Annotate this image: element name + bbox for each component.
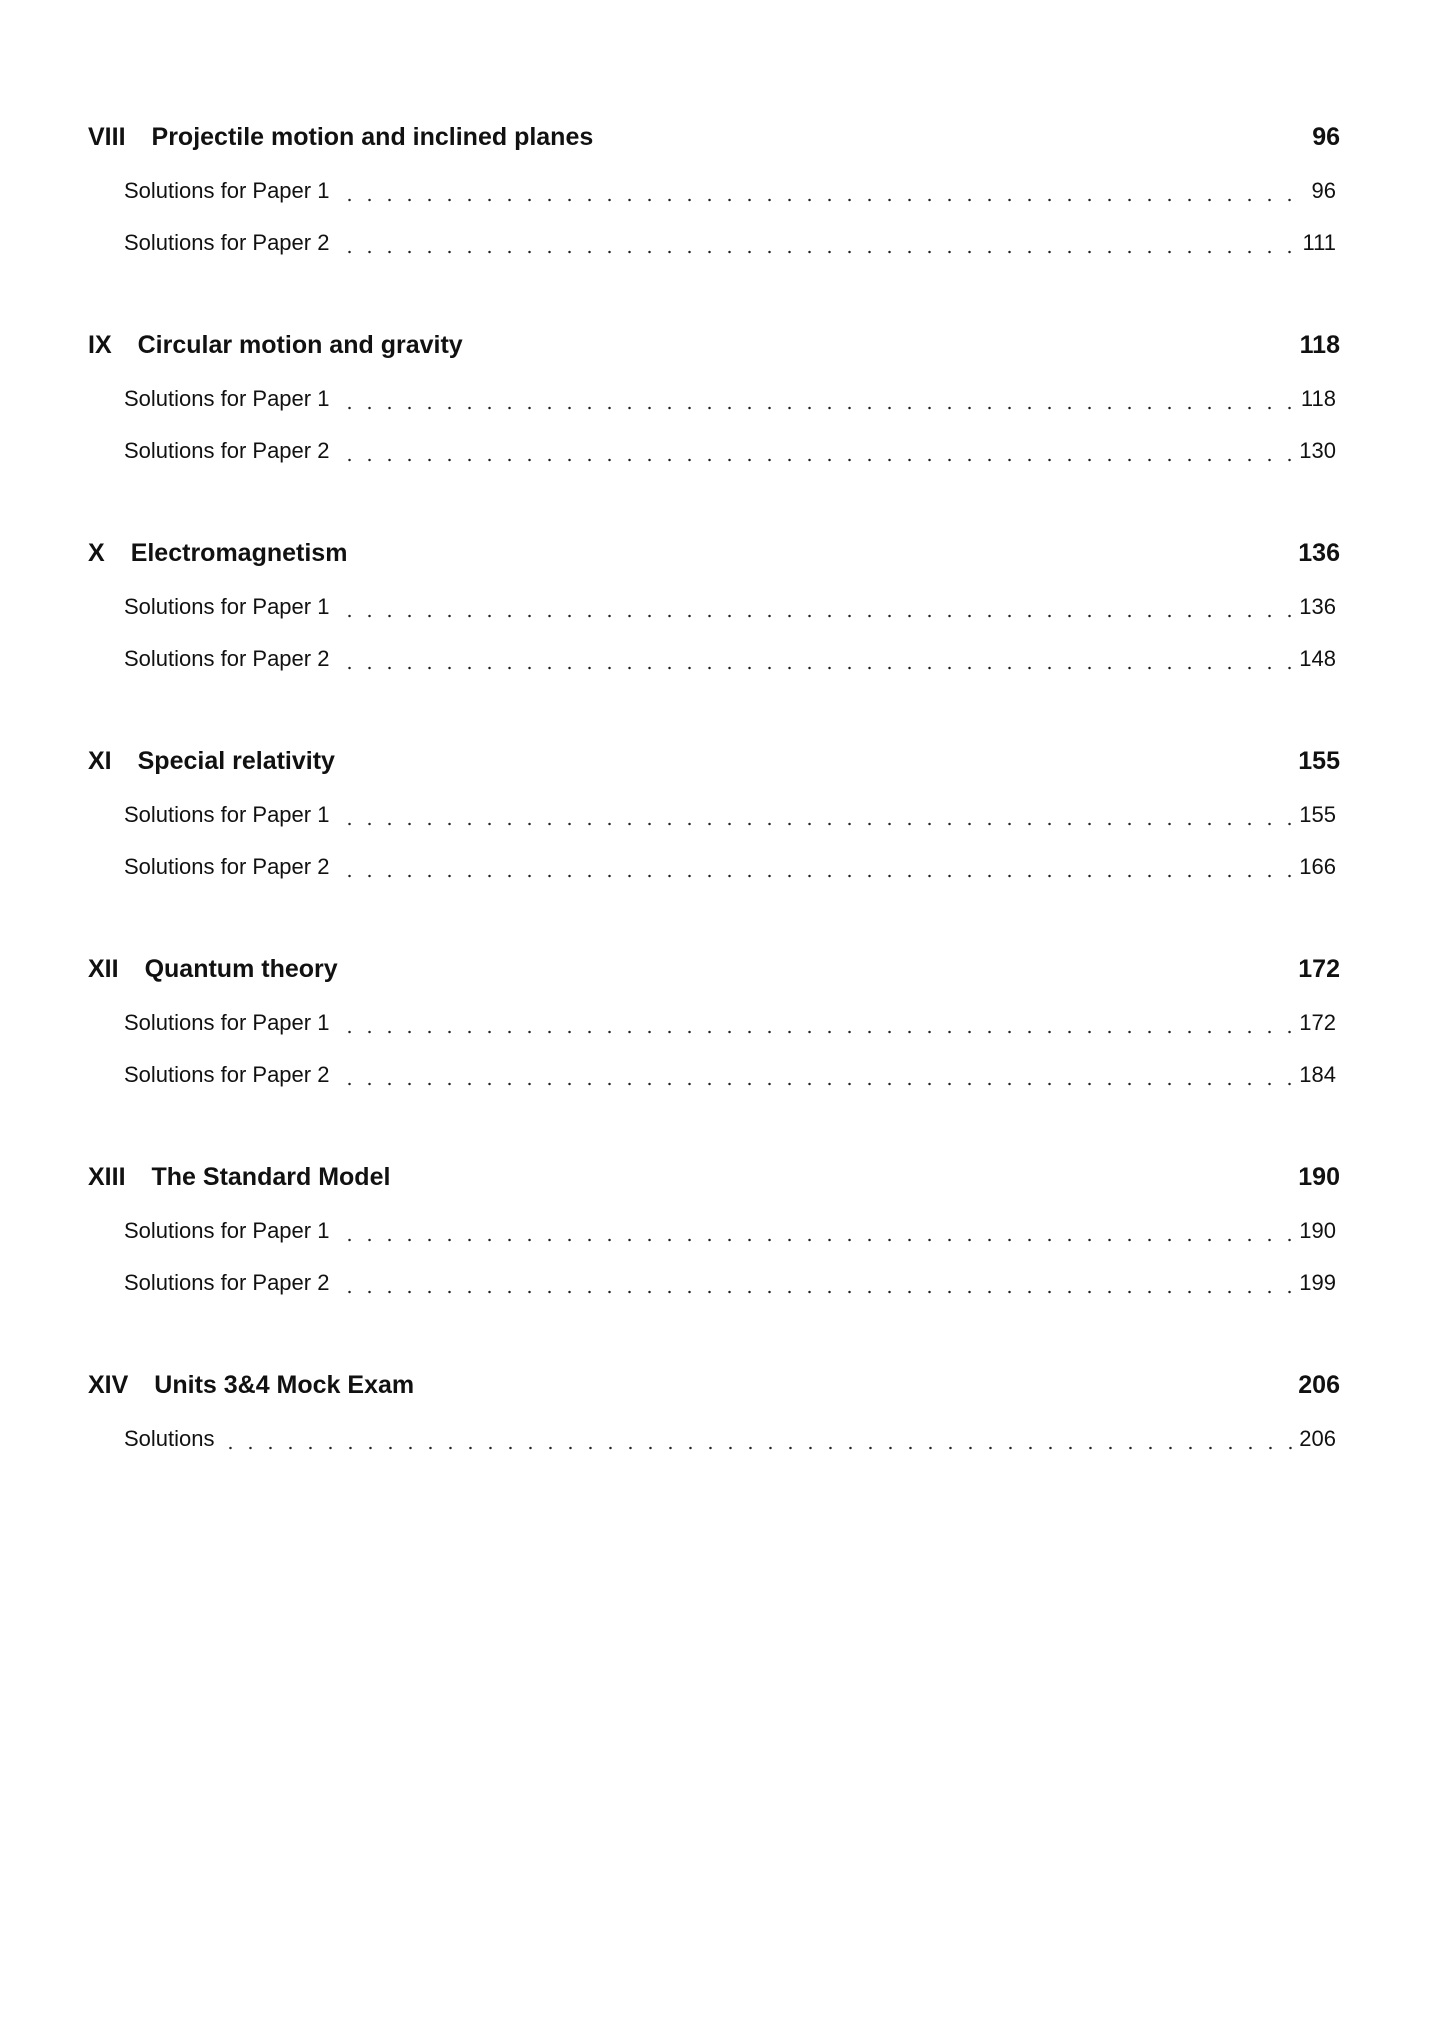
part-title: Circular motion and gravity (137, 331, 463, 359)
part-heading[interactable] (88, 747, 1340, 777)
dot-leader (335, 440, 1294, 462)
toc-entry[interactable] (124, 230, 1336, 258)
toc-entry[interactable] (124, 178, 1336, 206)
entry-label: Solutions for Paper 1 (124, 802, 330, 827)
toc-entry[interactable] (124, 386, 1336, 414)
toc-entry[interactable] (124, 1270, 1336, 1298)
dot-leader (335, 648, 1294, 670)
entry-label: Solutions for Paper 2 (124, 1062, 330, 1087)
entry-page-number: 184 (1299, 1062, 1336, 1087)
part-numeral: XIII (88, 1163, 126, 1191)
toc-entry[interactable] (124, 646, 1336, 674)
entry-page-number: 118 (1300, 386, 1336, 411)
entry-label: Solutions (124, 1426, 215, 1451)
entry-label: Solutions for Paper 1 (124, 178, 330, 203)
part-numeral: XI (88, 747, 112, 775)
part-title: The Standard Model (151, 1163, 391, 1191)
part-page-number: 172 (1298, 955, 1340, 983)
entry-label: Solutions for Paper 2 (124, 854, 330, 879)
part-heading[interactable] (88, 1371, 1340, 1401)
toc-entry[interactable] (124, 1426, 1336, 1454)
toc-entry[interactable] (124, 1218, 1336, 1246)
part-title: Electromagnetism (130, 539, 348, 567)
part-numeral: XIV (88, 1371, 129, 1399)
entry-page-number: 190 (1299, 1218, 1336, 1243)
part-page-number: 118 (1299, 331, 1340, 359)
part-title: Quantum theory (144, 955, 338, 983)
dot-leader (335, 180, 1294, 202)
toc-entry[interactable] (124, 854, 1336, 882)
entry-page-number: 130 (1299, 438, 1336, 463)
entry-page-number: 206 (1299, 1426, 1336, 1451)
entry-page-number: 172 (1299, 1010, 1336, 1035)
entry-page-number: 111 (1302, 230, 1336, 255)
dot-leader (335, 856, 1294, 878)
entry-label: Solutions for Paper 1 (124, 386, 330, 411)
part-heading[interactable] (88, 539, 1340, 569)
entry-label: Solutions for Paper 1 (124, 1218, 330, 1243)
entry-page-number: 96 (1311, 178, 1336, 203)
entry-label: Solutions for Paper 2 (124, 646, 330, 671)
dot-leader (335, 1064, 1294, 1086)
toc-entry[interactable] (124, 1010, 1336, 1038)
entry-label: Solutions for Paper 1 (124, 1010, 330, 1035)
dot-leader (335, 804, 1294, 826)
part-title: Special relativity (137, 747, 335, 775)
part-page-number: 155 (1298, 747, 1340, 775)
dot-leader (221, 1428, 1294, 1450)
part-numeral: IX (88, 331, 112, 359)
entry-label: Solutions for Paper 2 (124, 230, 330, 255)
dot-leader (335, 388, 1294, 410)
part-numeral: X (88, 539, 105, 567)
dot-leader (335, 232, 1294, 254)
toc-entry[interactable] (124, 594, 1336, 622)
entry-page-number: 155 (1299, 802, 1336, 827)
part-page-number: 206 (1298, 1371, 1340, 1399)
dot-leader (335, 596, 1294, 618)
entry-page-number: 148 (1299, 646, 1336, 671)
toc-entry[interactable] (124, 802, 1336, 830)
part-page-number: 136 (1298, 539, 1340, 567)
dot-leader (335, 1220, 1294, 1242)
entry-page-number: 136 (1299, 594, 1336, 619)
part-heading[interactable] (88, 955, 1340, 985)
part-heading[interactable] (88, 1163, 1340, 1193)
part-heading[interactable] (88, 331, 1340, 361)
entry-label: Solutions for Paper 2 (124, 438, 330, 463)
toc-entry[interactable] (124, 438, 1336, 466)
dot-leader (335, 1012, 1294, 1034)
dot-leader (335, 1272, 1294, 1294)
entry-page-number: 166 (1299, 854, 1336, 879)
part-heading[interactable] (88, 123, 1340, 153)
part-title: Projectile motion and inclined planes (151, 123, 594, 151)
part-numeral: XII (88, 955, 119, 983)
part-numeral: VIII (88, 123, 126, 151)
entry-page-number: 199 (1299, 1270, 1336, 1295)
part-page-number: 96 (1312, 123, 1340, 151)
toc-entry[interactable] (124, 1062, 1336, 1090)
entry-label: Solutions for Paper 2 (124, 1270, 330, 1295)
entry-label: Solutions for Paper 1 (124, 594, 330, 619)
part-page-number: 190 (1298, 1163, 1340, 1191)
part-title: Units 3&4 Mock Exam (154, 1371, 415, 1399)
